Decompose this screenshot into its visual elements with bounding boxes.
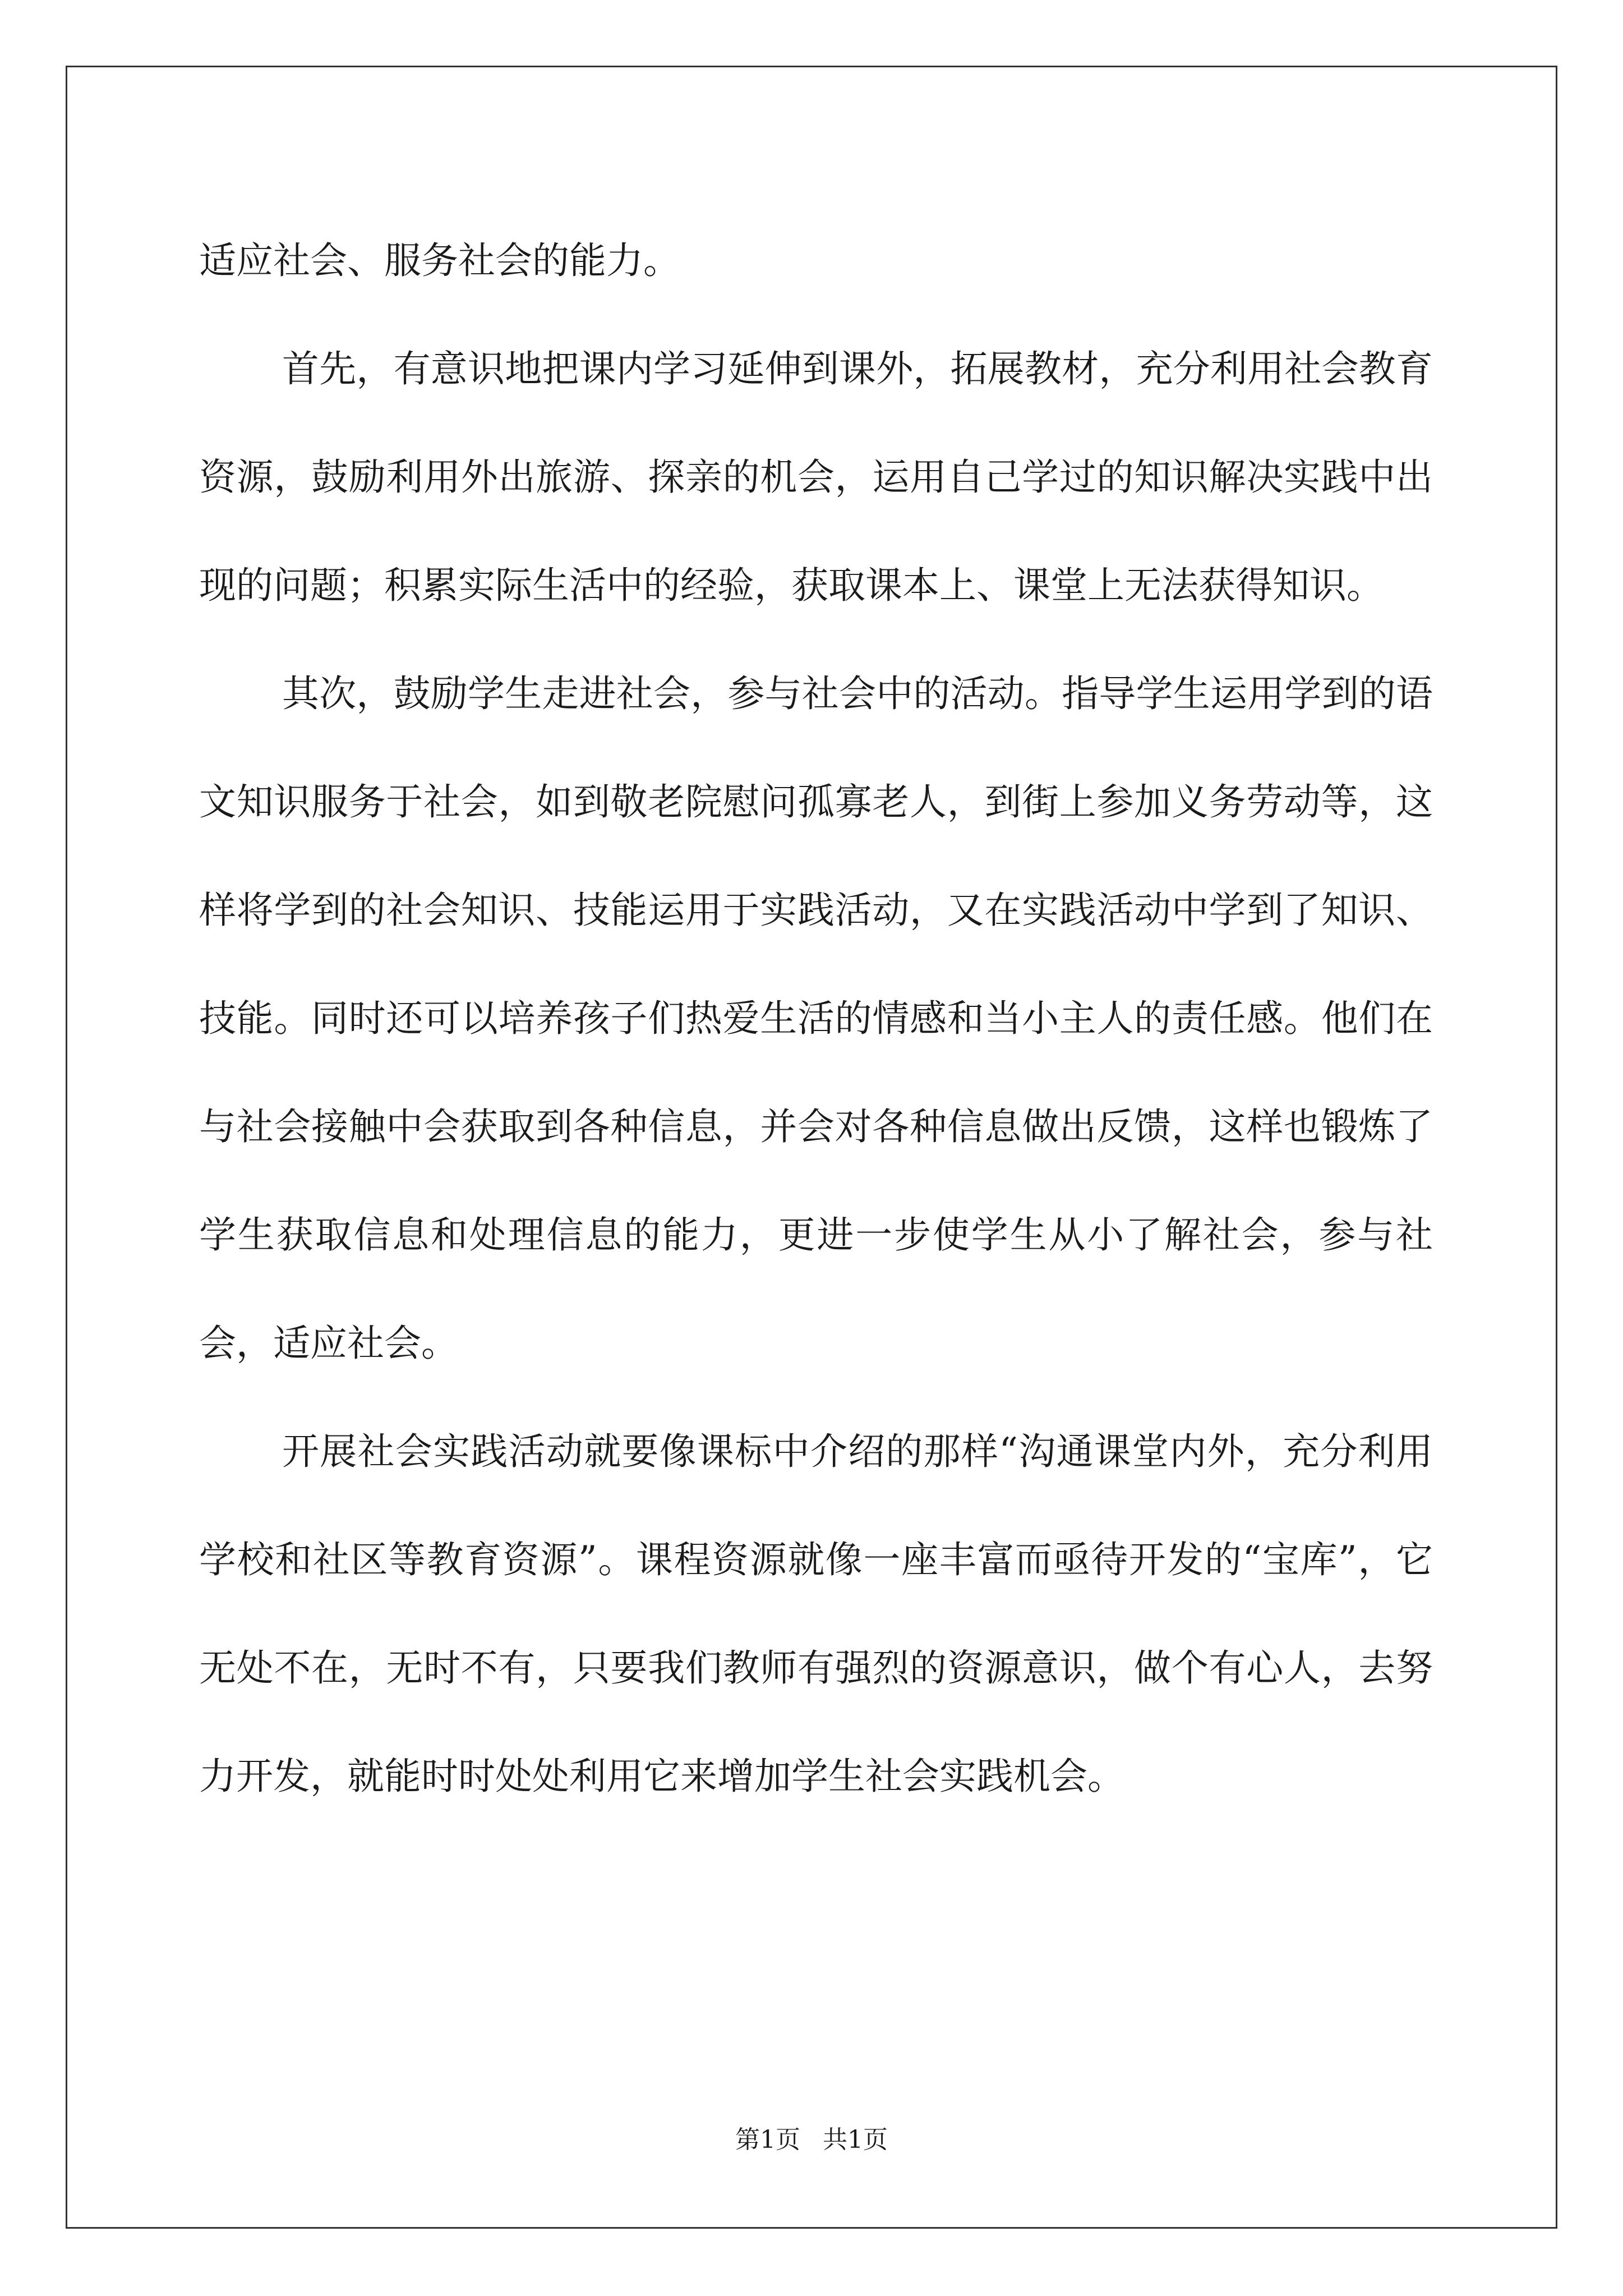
page-footer: [0, 2119, 1623, 2155]
page-total: 共1页: [823, 2125, 888, 2154]
paragraph-third: 开展社会实践活动就要像课标中介绍的那样“沟通课堂内外，充分利用学校和社区等教育资源”。课程资源就像一座丰富而亟待开发的“宝库”，它无处不在，无时不有，只要我们教师有强烈的资源意识，做个有心人，去努力开发，就能时时处处利用它来增加学生社会实践机会。: [199, 1430, 1433, 1798]
document-body: [199, 206, 1433, 1830]
page-number: 第1页: [735, 2125, 800, 2154]
paragraph-second: 其次，鼓励学生走进社会，参与社会中的活动。指导学生运用学到的语文知识服务于社会，如到敬老院慰问孤寡老人，到街上参加义务劳动等，这样将学到的社会知识、技能运用于实践活动，又在实践活动中学到了知识、技能。同时还可以培养孩子们热爱生活的情感和当小主人的责任感。他们在与社会接触中会获取到各种信息，并会对各种信息做出反馈，这样也锻炼了学生获取信息和处理信息的能力，更进一步使学生从小了解社会，参与社会，适应社会。: [199, 672, 1433, 1365]
paragraph-first: 首先，有意识地把课内学习延伸到课外，拓展教材，充分利用社会教育资源，鼓励利用外出旅游、探亲的机会，运用自己学过的知识解决实践中出现的问题；积累实际生活中的经验，获取课本上、课堂上无法获得知识。: [199, 347, 1433, 607]
paragraph-continuation: 适应社会、服务社会的能力。: [199, 239, 680, 282]
